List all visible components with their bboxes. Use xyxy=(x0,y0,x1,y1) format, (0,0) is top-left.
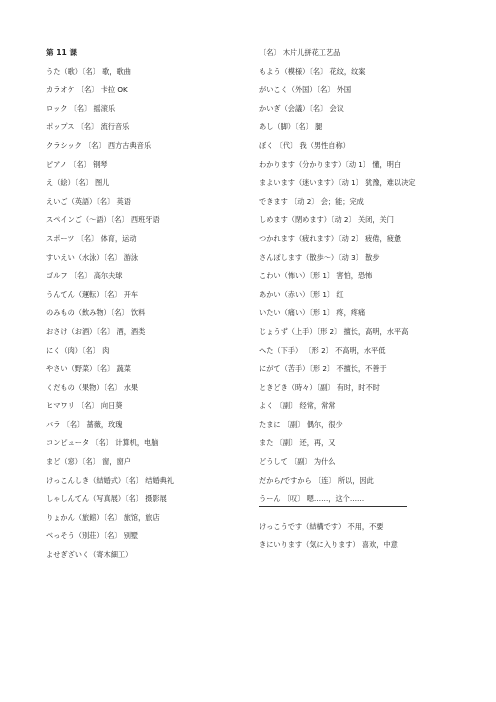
vocab-entry: よく 〔副〕 经常，常常 xyxy=(259,401,336,411)
vocab-entry: コンピュータ 〔名〕 计算机，电脑 xyxy=(46,438,159,448)
vocab-entry: ヒマワリ 〔名〕 向日葵 xyxy=(46,401,123,411)
vocab-entry: べっそう（別荘）〔名〕 别墅 xyxy=(46,531,139,541)
vocab-entry: いたい（痛い）〔形 1〕 疼，疼痛 xyxy=(259,308,366,318)
vocab-entry: へた（下手） 〔形 2〕 不高明，水平低 xyxy=(259,345,386,355)
vocab-entry: つかれます（疲れます）〔动 2〕 疲倦，疲惫 xyxy=(259,233,402,243)
vocab-entry: うーん 〔叹〕 嗯……，这个…… xyxy=(259,494,365,504)
vocab-entry: しゃしんてん（写真展）〔名〕 摄影展 xyxy=(46,494,167,504)
vocab-entry: もよう（模様）〔名〕 花纹，纹案 xyxy=(259,66,366,76)
vocab-entry: ポップス 〔名〕 流行音乐 xyxy=(46,122,130,132)
vocab-entry: えいご（英語）〔名〕 英语 xyxy=(46,196,131,206)
vocab-entry: あし（脚）〔名〕 腿 xyxy=(259,122,323,132)
vocab-entry: あかい（赤い）〔形 1〕 红 xyxy=(259,289,344,299)
left-column xyxy=(46,48,246,569)
vocab-entry: やさい（野菜）〔名〕 蔬菜 xyxy=(46,364,131,374)
vocab-entry: どうして 〔副〕 为什么 xyxy=(259,457,336,467)
vocab-entry: たまに 〔副〕 偶尔，很少 xyxy=(259,419,343,429)
vocab-entry: ときどき（時々）〔副〕 有时，时不时 xyxy=(259,382,380,392)
vocab-entry: こわい（怖い）〔形 1〕 害怕，恐怖 xyxy=(259,271,373,281)
vocab-entry: また 〔副〕 还，再，又 xyxy=(259,438,336,448)
vocab-entry: わかります（分かります）〔动 1〕 懂，明白 xyxy=(259,159,402,169)
vocab-entry: カラオケ 〔名〕 卡拉 OK xyxy=(46,85,128,95)
vocab-entry: さんぽします（散歩～）〔动 3〕 散步 xyxy=(259,252,380,262)
vocab-entry: おさけ（お酒）〔名〕 酒，酒类 xyxy=(46,326,146,336)
vocab-entry: え（絵）〔名〕 图儿 xyxy=(46,178,110,188)
vocab-entry: がいこく（外国）〔名〕 外国 xyxy=(259,85,352,95)
vocab-entry: すいえい（水泳）〔名〕 游泳 xyxy=(46,252,139,262)
vocab-entry: ぼく 〔代〕 我（男性自称） xyxy=(259,140,350,150)
vocab-entry: だから/ですから 〔连〕 所以，因此 xyxy=(259,475,374,485)
right-column xyxy=(259,48,459,559)
vocab-entry: かいぎ（会議）〔名〕 会议 xyxy=(259,103,344,113)
vocab-entry: スポーツ 〔名〕 体育，运动 xyxy=(46,233,137,243)
vocab-entry: しめます（閉めます）〔动 2〕 关闭，关门 xyxy=(259,215,394,225)
vocab-entry: できます 〔动 2〕 会；能；完成 xyxy=(259,196,364,206)
vocab-entry: よせぎざいく（寄木細工） xyxy=(46,550,133,560)
phrase-entry: きにいります（気に入ります） 喜欢，中意 xyxy=(259,540,398,550)
vocab-entry: うた（歌）〔名〕 歌，歌曲 xyxy=(46,66,131,76)
vocab-entry: バラ 〔名〕 蔷薇，玫瑰 xyxy=(46,419,123,429)
vocab-entry: ロック 〔名〕 摇滚乐 xyxy=(46,103,116,113)
phrase-entry: けっこうです（結構です） 不用，不要 xyxy=(259,521,384,531)
vocab-entry: りょかん（旅館）〔名〕 旅馆，旅店 xyxy=(46,512,160,522)
vocab-entry: くだもの（果物）〔名〕 水果 xyxy=(46,382,139,392)
vocab-entry: うんてん（運転）〔名〕 开车 xyxy=(46,289,139,299)
vocab-entry: ピアノ 〔名〕 钢琴 xyxy=(46,159,108,169)
vocab-entry: にがて（苦手）〔形 2〕 不擅长，不善于 xyxy=(259,364,387,374)
vocab-entry: じょうず（上手）〔形 2〕 擅长，高明，水平高 xyxy=(259,326,409,336)
vocab-entry: スペインご（～語）〔名〕 西班牙语 xyxy=(46,215,160,225)
vocab-entry: クラシック 〔名〕 西方古典音乐 xyxy=(46,140,152,150)
vocab-entry: まよいます（迷います）〔动 1〕 犹豫，难以决定 xyxy=(259,178,416,188)
section-divider xyxy=(259,506,407,507)
vocab-entry-continuation: 〔名〕 木片儿拼花工艺品 xyxy=(259,48,341,57)
vocab-entry: まど（窓）〔名〕 窗，窗户 xyxy=(46,457,131,467)
vocab-entry: にく（肉）〔名〕 肉 xyxy=(46,345,110,355)
vocab-entry: のみもの（飲み物）〔名〕 饮料 xyxy=(46,308,146,318)
vocab-entry: けっこんしき（結婚式）〔名〕 结婚典礼 xyxy=(46,475,175,485)
lesson-title: 第 11 课 xyxy=(46,48,78,57)
vocab-entry: ゴルフ 〔名〕 高尔夫球 xyxy=(46,271,123,281)
